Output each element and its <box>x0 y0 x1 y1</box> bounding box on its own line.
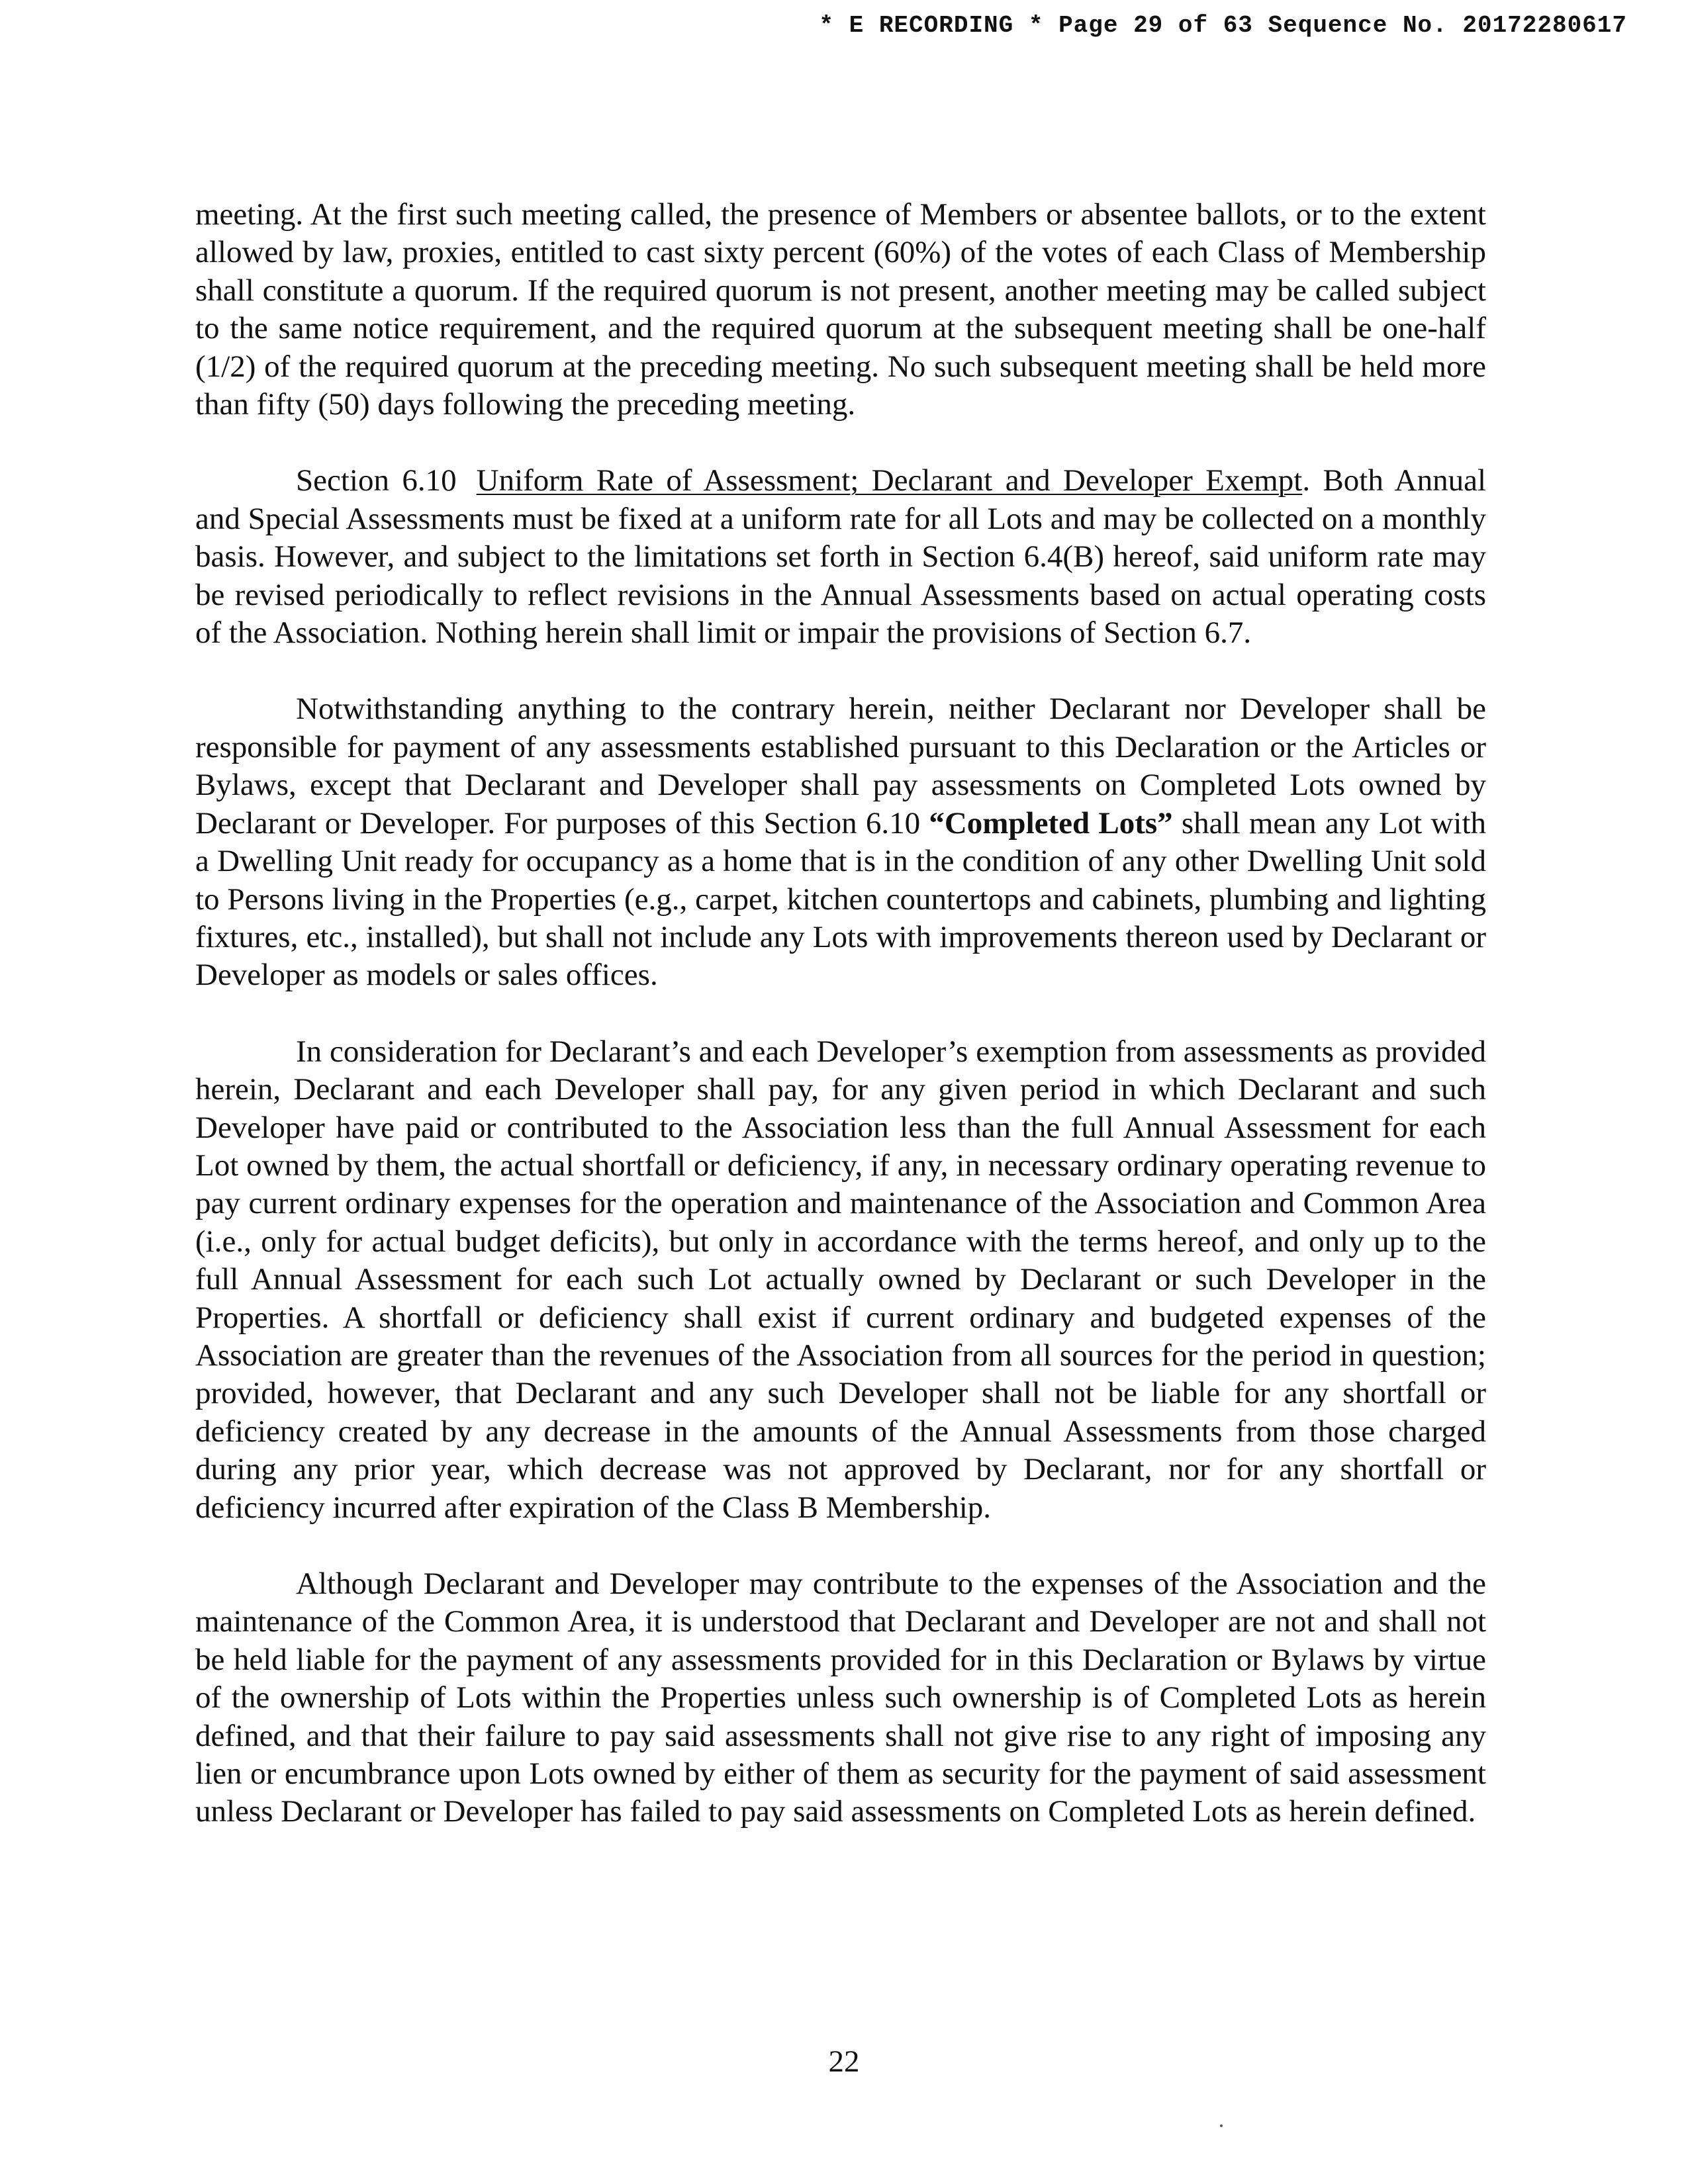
scan-speck <box>1220 2124 1223 2127</box>
defined-term-completed-lots: “Completed Lots” <box>929 805 1173 841</box>
page-number: 22 <box>828 2044 860 2079</box>
document-body <box>195 196 1486 1831</box>
section-number: Section 6.10 <box>296 463 457 498</box>
paragraph-shortfall: In consideration for Declarant’s and each Developer’s exemption from assessments as provided herein, Declarant and each Developer shall pay, for any given period in which Declarant and such Developer have paid or contributed to the Association less than the full Annual Assessment for each Lot owned by them, the actual shortfall or deficiency, if any, in necessary ordinary operating revenue to pay current ordinary expenses for the operation and maintenance of the Association and Common Area (i.e., only for actual budget deficits), but only in accordance with the terms hereof, and only up to the full Annual Assessment for each such Lot actually owned by Declarant or such Developer in the Properties. A shortfall or deficiency shall exist if current ordinary and budgeted expenses of the Association are greater than the revenues of the Association from all sources for the period in question; provided, however, that Declarant and any such Developer shall not be liable for any shortfall or deficiency created by any decrease in the amounts of the Annual Assessments from those charged during any prior year, which decrease was not approved by Declarant, nor for any shortfall or deficiency incurred after expiration of the Class B Membership. <box>195 1034 1486 1525</box>
paragraph-completed-lots-before: Notwithstanding anything to the contrary herein, neither Declarant nor Developer shall be responsible for payment of any assessments established pursuant to this Declaration or the Articles or Bylaws, except that Declarant and Developer shall pay assessments on Completed Lots owned by Declarant or Developer. For purposes of this Section 6.10 <box>195 692 1486 841</box>
paragraph-completed-lots-after: shall mean any Lot with a Dwelling Unit ready for occupancy as a home that is in the condition of any other Dwelling Unit sold to Persons living in the Properties (e.g., carpet, kitchen countertops and cabinets, plumbing and lighting fixtures, etc., installed), but shall not include any Lots with improvements thereon used by Declarant or Developer as models or sales offices. <box>195 805 1487 993</box>
paragraph-liability: Although Declarant and Developer may contribute to the expenses of the Association and the maintenance of the Common Area, it is understood that Declarant and Developer are not and shall not be held liable for the payment of any assessments provided for in this Declaration or Bylaws by virtue of the ownership of Lots within the Properties unless such ownership is of Completed Lots as herein defined, and that their failure to pay said assessments shall not give rise to any right of imposing any lien or encumbrance upon Lots owned by either of them as security for the payment of said assessment unless Declarant or Developer has failed to pay said assessments on Completed Lots as herein defined. <box>195 1567 1486 1829</box>
paragraph-quorum-continuation: meeting. At the first such meeting called, the presence of Members or absentee ballots, or to the extent allowed by law, proxies, entitled to cast sixty percent (60%) of the votes of each Class of Membership shall constitute a quorum. If the required quorum is not present, another meeting may be called subject to the same notice requirement, and the required quorum at the subsequent meeting shall be one-half (1/2) of the required quorum at the preceding meeting. No such subsequent meeting shall be held more than fifty (50) days following the preceding meeting. <box>195 197 1486 422</box>
section-heading-period: . <box>1302 463 1311 498</box>
paragraph-completed-lots <box>195 690 1486 994</box>
section-heading: Uniform Rate of Assessment; Declarant and Developer Exempt <box>476 463 1303 498</box>
recording-header: * E RECORDING * Page 29 of 63 Sequence No. 20172280617 <box>819 12 1627 39</box>
section-body: Both Annual and Special Assessments must be fixed at a uniform rate for all Lots and may be collected on a monthly basis. However, and subject to the limitations set forth in Section 6.4(B) hereof, said uniform rate may be revised periodically to reflect revisions in the Annual Assessments based on actual operating costs of the Association. Nothing herein shall limit or impair the provisions of Section 6.7. <box>195 463 1487 651</box>
section-6-10-paragraph <box>195 462 1486 652</box>
